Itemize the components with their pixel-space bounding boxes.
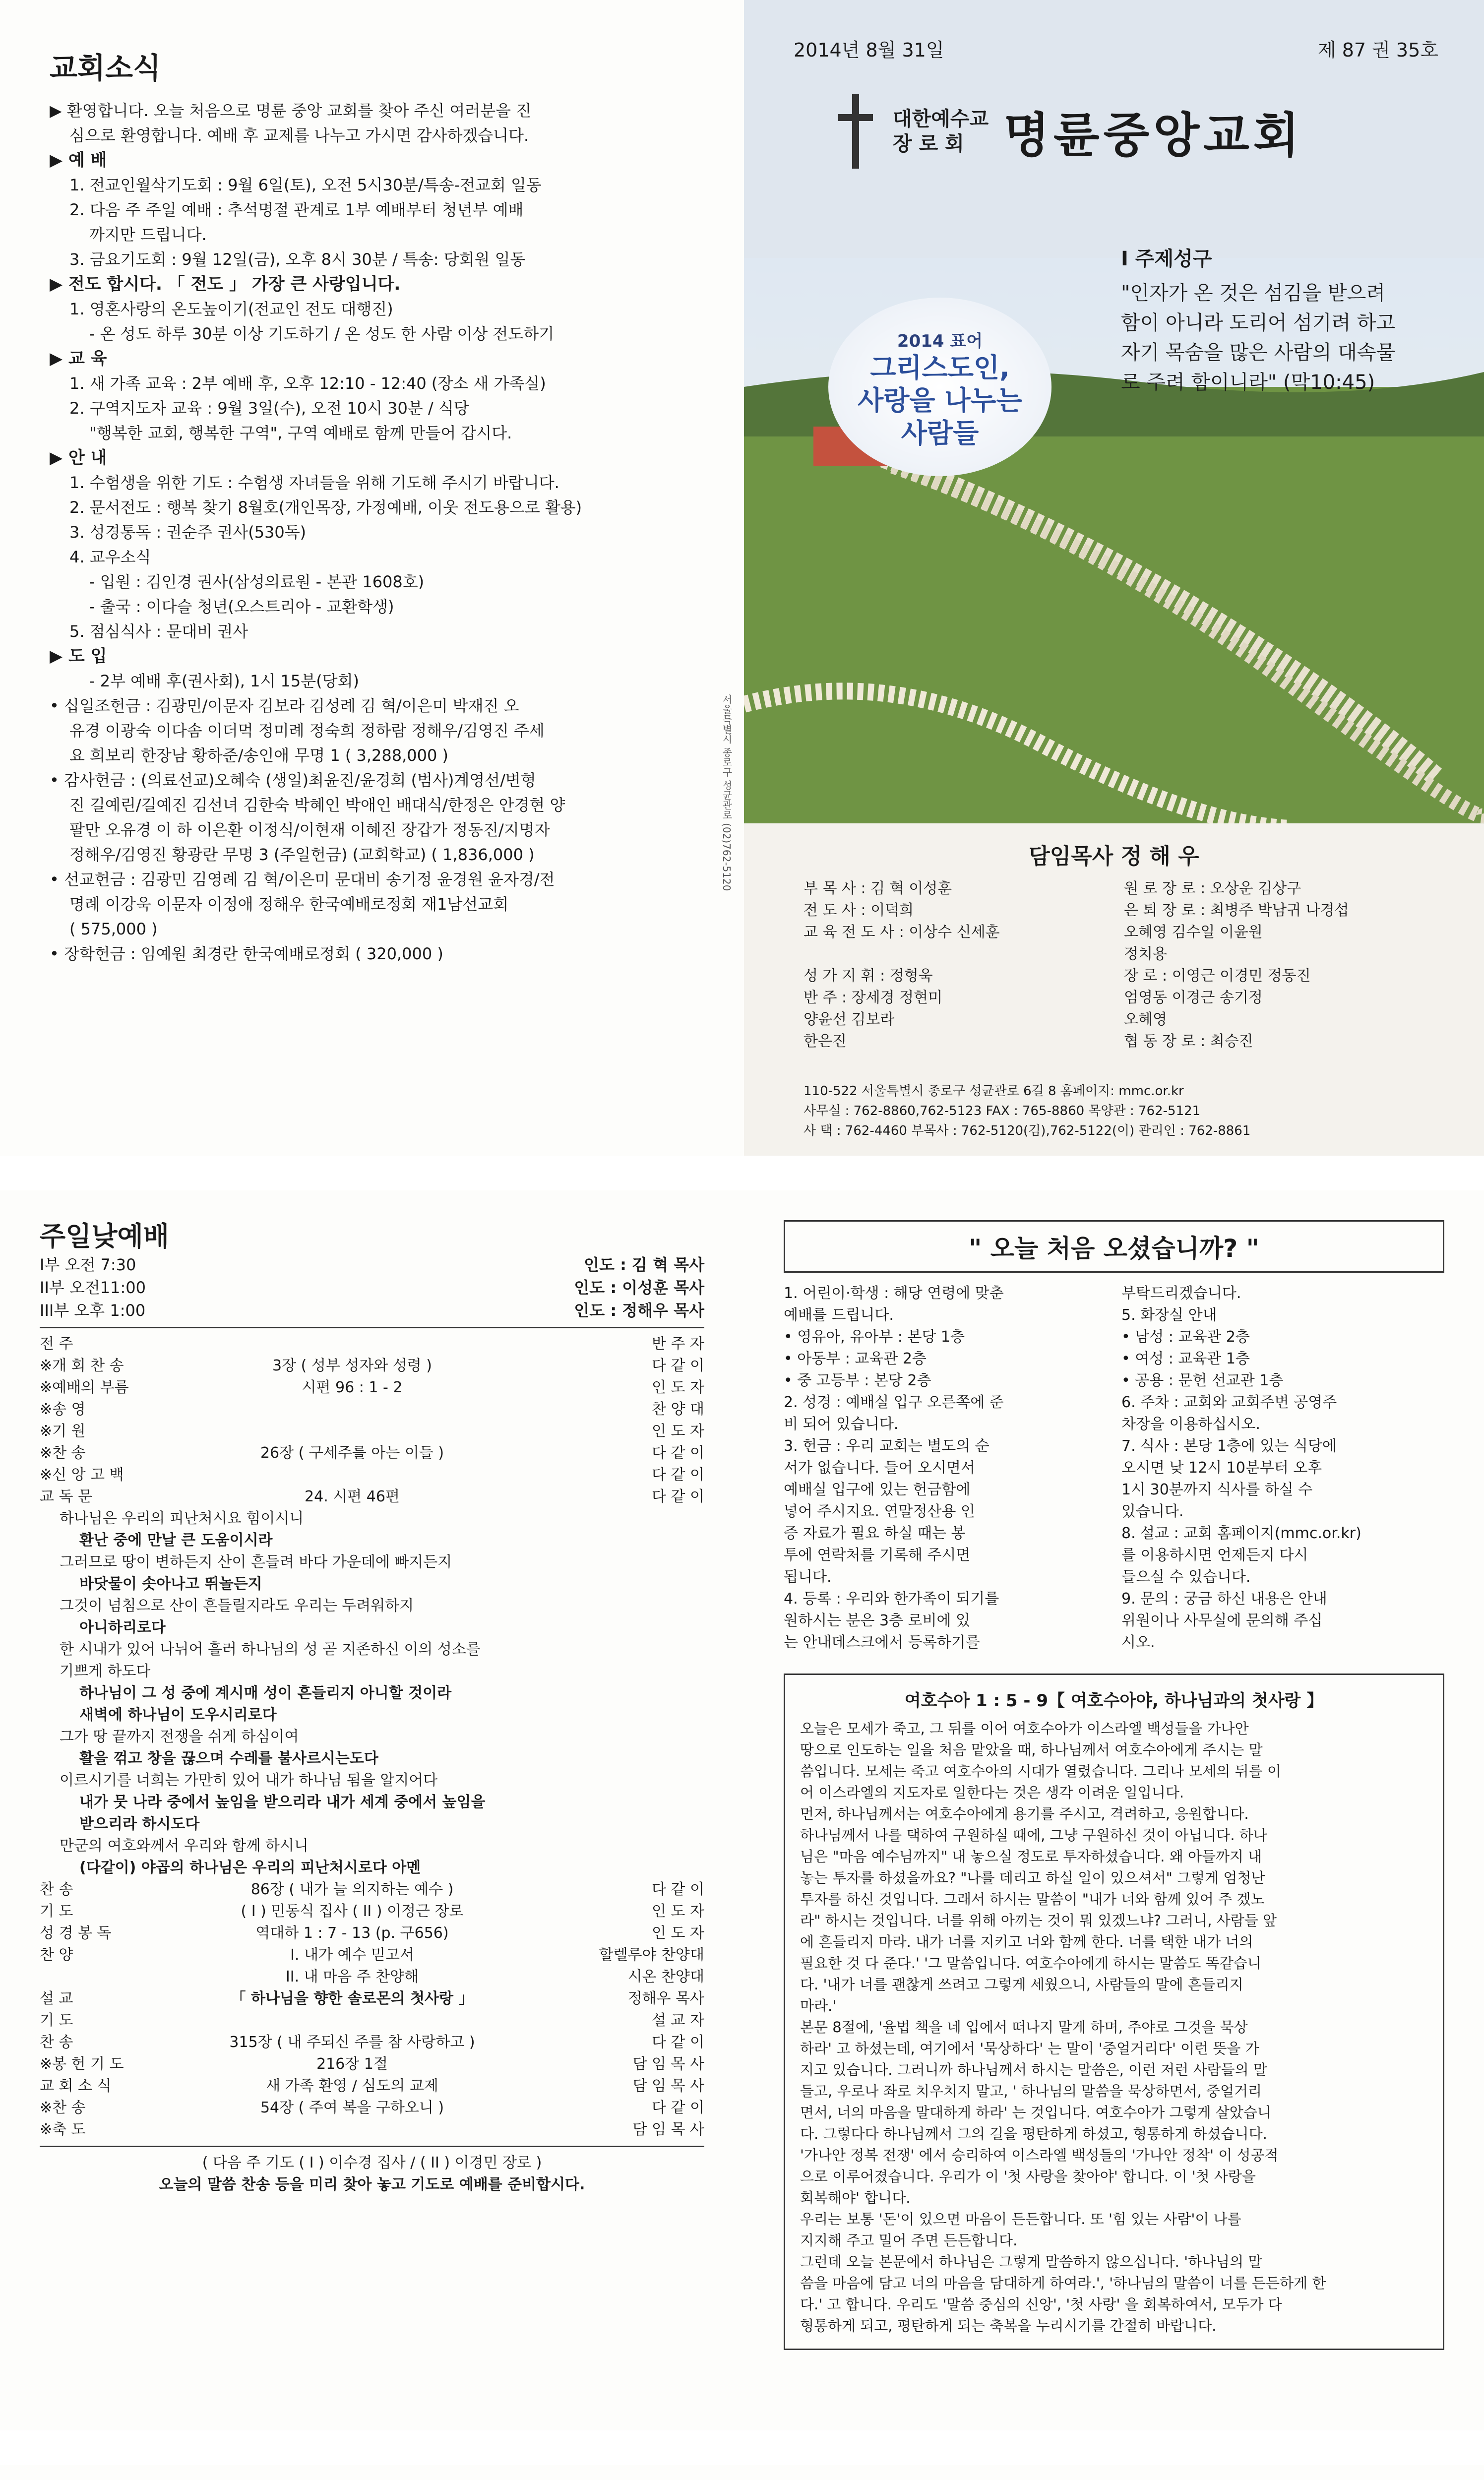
order-leader: 담 임 목 사 (632, 2121, 704, 2138)
reading-line: 하나님이 그 성 중에 계시매 성이 흔들리지 아니할 것이라 (79, 1684, 452, 1702)
meditation-line: 지지해 주고 밀어 주면 든든합니다. (800, 2232, 1018, 2249)
meditation-line: '가나안 정복 전쟁' 에서 승리하여 이스라엘 백성들의 '가나안 정착' 이 성공적 (800, 2147, 1279, 2164)
notice-line: 유경 이광숙 이다솜 이더먹 정미례 정숙희 정하람 정해우/김영진 주세 (69, 721, 545, 740)
reading-line: 하나님은 우리의 피난처시요 힘이시니 (60, 1510, 304, 1527)
meditation-line: 우리는 보통 '돈'이 있으면 마음이 든든합니다. 또 '힘 있는 사람'이 나를 (800, 2211, 1241, 2228)
guide-line: 차장을 이용하십시오. (1121, 1416, 1260, 1433)
guide-line: 3. 헌금 : 우리 교회는 별도의 순 (784, 1437, 989, 1455)
motto-text (828, 352, 1051, 450)
guide-line: 7. 식사 : 본당 1층에 있는 식당에 (1121, 1437, 1337, 1455)
notice-line: 정해우/김영진 황광란 무명 3 (주일헌금) (교회학교) ( 1,836,000 ) (69, 845, 535, 864)
staff-entry: 성 가 지 휘 : 정형욱 (804, 967, 933, 985)
staff-entry: 은 퇴 장 로 : 최병주 박남귀 나경섭 (1124, 902, 1349, 919)
guide-line: 원하시는 분은 3층 로비에 있 (784, 1612, 971, 1629)
next-prayer: ( 다음 주 기도 ( I ) 이수경 집사 / ( II ) 이경민 장로 ) (202, 2154, 542, 2171)
order-detail: 3장 ( 성부 성자와 성령 ) (272, 1357, 432, 1374)
meditation-line: 그런데 오늘 본문에서 하나님은 그렇게 말씀하지 않으십니다. '하나님의 말 (800, 2253, 1262, 2270)
guide-line: 비 되어 있습니다. (784, 1416, 899, 1433)
staff-list (804, 878, 1424, 1053)
guide-line: 시오. (1121, 1634, 1155, 1651)
theme-label: I 주제성구 (1121, 248, 1212, 270)
service-time-row (40, 1276, 704, 1299)
meditation-line: 하라' 고 하셨는데, 여기에서 '묵상하다' 는 말이 '중얼거리다' 이런 뜻을 가 (800, 2040, 1259, 2057)
theme-line: "인자가 온 것은 섬김을 받으려 (1121, 282, 1385, 305)
notice-line: 요 희보리 한장남 황하준/송인애 무명 1 ( 3,288,000 ) (69, 746, 449, 765)
meditation-line: 먼저, 하나님께서는 여호수아에게 용기를 주시고, 격려하고, 응원합니다. (800, 1805, 1249, 1822)
order-detail (129, 1399, 575, 1421)
guide-line: 2. 성경 : 예배실 입구 오른쪽에 준 (784, 1394, 1004, 1411)
staff-entry: 오혜영 (1124, 1011, 1167, 1028)
order-item: 찬 송 (40, 1881, 73, 1898)
motto-year: 2014 표어 (897, 331, 983, 351)
meditation-line: 에 흔들리지 마라. 내가 너를 지키고 너와 함께 한다. 너를 택한 내가 너의 (800, 1933, 1253, 1950)
guide-line: 위원이나 사무실에 문의해 주십 (1121, 1612, 1323, 1629)
meditation-line: 다.' 고 합니다. 우리도 '말씀 중심의 신앙', '첫 사랑' 을 회복하여서, 모두가 다 (800, 2296, 1282, 2313)
cover-dateline (794, 35, 1438, 62)
meditation-line: 형통하게 되고, 평탄하게 되는 축복을 누리시기를 간절히 바랍니다. (800, 2317, 1217, 2334)
order-row (40, 2075, 704, 2097)
service-leader: 인도 : 이성훈 목사 (574, 1278, 704, 1297)
staff-entry: 양윤선 김보라 (804, 1011, 895, 1028)
notice-line: ( 575,000 ) (69, 920, 158, 938)
order-detail: 315장 ( 내 주되신 주를 참 사랑하고 ) (229, 2034, 475, 2051)
notice-line: 팔만 오유경 이 하 이은환 이정식/이현재 이혜진 장갑가 정동진/지명자 (69, 820, 550, 839)
notice-line: ▶ 전도 합시다. 「 전도 」 가장 큰 사랑입니다. (50, 274, 401, 294)
order-leader: 설 교 자 (651, 2012, 704, 2029)
order-detail: 새 가족 환영 / 심도의 교제 (266, 2077, 438, 2095)
order-leader: 담 임 목 사 (632, 2077, 704, 2095)
denomination: 대한예수교 장 로 회 (893, 108, 989, 155)
notice-line: 진 길예린/길예진 김선녀 김한숙 박혜인 박애인 배대식/한정은 안경현 양 (69, 796, 565, 814)
order-leader: 다 같 이 (651, 2034, 704, 2051)
reading-line: 만군의 여호와께서 우리와 함께 하시니 (60, 1837, 309, 1855)
order-row (40, 2119, 704, 2141)
meditation-line: 면서, 너의 마음을 말대하게 하라' 는 것입니다. 여호수아가 그렇게 살았습니 (800, 2104, 1271, 2121)
order-detail (129, 2010, 575, 2032)
cover-page (744, 0, 1484, 1156)
meditation-line: 라" 하시는 것입니다. 너를 위해 아끼는 것이 뭐 있겠느냐? 그러니, 사람들 앞 (800, 1912, 1277, 1929)
notice-line: 3. 금요기도회 : 9월 12일(금), 오후 8시 30분 / 특송: 당회원 일동 (69, 250, 526, 269)
theme-verse (1121, 243, 1458, 397)
order-leader: 다 같 이 (651, 1444, 704, 1462)
notice-line: 심으로 환영합니다. 예배 후 교제를 나누고 가시면 감사하겠습니다. (69, 126, 529, 145)
guide-line: 넣어 주시지요. 연말정산용 인 (784, 1503, 975, 1520)
service-time-row (40, 1299, 704, 1322)
order-detail: II. 내 마음 주 찬양해 (285, 1968, 419, 1985)
order-item: 기 도 (40, 2012, 73, 2029)
church-address (744, 1081, 1484, 1141)
meditation-title: 여호수아 1 : 5 - 9【 여호수아야, 하나님과의 첫사랑 】 (904, 1691, 1324, 1711)
order-leader: 시온 찬양대 (627, 1968, 704, 1985)
reading-line: (다같이) 야곱의 하나님은 우리의 피난처시로다 아멘 (79, 1859, 421, 1876)
services-page (0, 2465, 744, 2480)
order-row (40, 2032, 704, 2053)
guide-line: 투에 연락처를 기록해 주시면 (784, 1547, 971, 1564)
meditation-text (800, 1718, 1428, 2337)
order-row (40, 1879, 704, 1901)
notice-line: 3. 성경통독 : 권순주 권사(530독) (69, 523, 307, 542)
guide-line: 4. 등록 : 우리와 한가족이 되기를 (784, 1590, 999, 1608)
order-item: ※찬 송 (40, 1444, 86, 1462)
meditation-line: 씀을 마음에 담고 너의 마음을 담대하게 하여라.', '하나님의 말씀이 너를 든든하게 한 (800, 2275, 1326, 2292)
reading-line: 받으리라 하시도다 (79, 1815, 200, 1833)
notice-line: 1. 수험생을 위한 기도 : 수험생 자녀들을 위해 기도해 주시기 바랍니다. (69, 473, 559, 492)
reading-line: 환난 중에 만날 큰 도움이시라 (79, 1532, 273, 1549)
prep-note: 오늘의 말씀 찬송 등을 미리 찾아 놓고 기도로 예배를 준비합시다. (159, 2176, 585, 2193)
order-leader: 담 임 목 사 (632, 2055, 704, 2073)
order-row (40, 1988, 704, 2010)
guide-line: 1. 어린이·학생 : 해당 연령에 맞춘 (784, 1285, 1004, 1302)
welcome-guide (784, 1283, 1444, 1654)
staff-entry: 부 목 사 : 김 혁 이성훈 (804, 880, 952, 897)
order-leader: 할렐루야 찬양대 (599, 1946, 704, 1964)
meditation-line: 으로 이루어졌습니다. 우리가 이 '첫 사랑을 찾아야' 합니다. 이 '첫 사랑을 (800, 2168, 1256, 2185)
reading-line: 그것이 넘침으로 산이 흔들릴지라도 우리는 두려워하지 (60, 1597, 414, 1614)
meditation-line: 놓는 투자를 하셨을까요? "나를 데리고 하실 일이 있으셔서" 그렇게 엄청난 (800, 1869, 1265, 1886)
meditation-line: 회복해야' 합니다. (800, 2189, 911, 2206)
responsive-reading (40, 1508, 704, 1879)
meditation-line: 본문 8절에, '율법 책을 네 입에서 떠나지 말게 하며, 주야로 그것을 묵상 (800, 2019, 1248, 2036)
order-leader: 인 도 자 (651, 1423, 704, 1440)
welcome-title: " 오늘 처음 오셨습니까? " (784, 1220, 1444, 1273)
order-leader: 찬 양 대 (651, 1401, 704, 1418)
order-item: 찬 송 (40, 2034, 73, 2051)
address-line: 사무실 : 762-8860,762-5123 FAX : 765-8860 목양관 : 762-5121 (804, 1104, 1201, 1118)
order-item: ※기 원 (40, 1423, 86, 1440)
order-item: 성 경 봉 독 (40, 1924, 112, 1942)
notice-line: • 장학헌금 : 임예원 최경란 한국예배로정회 ( 320,000 ) (50, 944, 443, 963)
order-row (40, 1486, 704, 1508)
guide-line: 서가 없습니다. 들어 오시면서 (784, 1459, 975, 1477)
address-line: 110-522 서울특별시 종로구 성균관로 6길 8 홈페이지: mmc.or.kr (804, 1084, 1184, 1099)
order-row (40, 1355, 704, 1377)
notice-line: 1. 새 가족 교육 : 2부 예배 후, 오후 12:10 - 12:40 (장소 새 가족실) (69, 374, 546, 393)
order-item: 교 독 문 (40, 1488, 93, 1505)
order-detail (129, 1421, 575, 1442)
staff-entry: 장 로 : 이영근 이경민 정동진 (1124, 967, 1311, 985)
order-leader: 다 같 이 (651, 2099, 704, 2116)
notice-list (50, 98, 704, 966)
church-header (833, 94, 1303, 169)
side-address: 서울특별시 종로구 성균관로 (02)762-5120 (721, 694, 733, 891)
meditation-line: 하나님께서 나를 택하여 구원하실 때에, 그냥 구원하신 것이 아닙니다. 하나 (800, 1827, 1267, 1844)
notice-line: 2. 다음 주 주일 예배 : 추석명절 관계로 1부 예배부터 청년부 예배 (69, 200, 524, 219)
cross-icon (833, 94, 878, 169)
motto-badge (828, 298, 1051, 476)
staff-entry: 한은진 (804, 1033, 847, 1050)
order-detail (129, 1333, 575, 1355)
reading-line: 새벽에 하나님이 도우시리로다 (79, 1706, 277, 1724)
meditation-line: 님은 "마음 예수님까지" 내 놓으실 정도로 투자하셨습니다. 왜 아들까지 내 (800, 1848, 1262, 1865)
service-slot: I부 오전 7:30 (40, 1255, 136, 1274)
meditation-line: 오늘은 모세가 죽고, 그 뒤를 이어 여호수아가 이스라엘 백성들을 가나안 (800, 1720, 1249, 1737)
sunday-title: 주일낮예배 (40, 1221, 169, 1252)
address-line: 사 택 : 762-4460 부목사 : 762-5120(김),762-5122(이) 관리인 : 762-8861 (804, 1123, 1251, 1138)
order-detail: 「 하나님을 향한 솔로몬의 첫사랑 」 (231, 1990, 474, 2007)
order-leader: 반 주 자 (651, 1335, 704, 1353)
notice-line: • 선교헌금 : 김광민 김영례 김 혁/이은미 문대비 송기정 윤경원 윤자경/전 (50, 870, 555, 889)
notice-title: 교회소식 (50, 51, 161, 85)
guide-line: 1시 30분까지 식사를 하실 수 (1121, 1481, 1313, 1498)
order-item: ※봉 헌 기 도 (40, 2055, 124, 2073)
order-leader: 다 같 이 (651, 1881, 704, 1898)
order-leader: 인 도 자 (651, 1924, 704, 1942)
reading-line: 내가 뭇 나라 중에서 높임을 받으리라 내가 세계 중에서 높임을 (79, 1794, 486, 1811)
reading-line: 이르시기를 너희는 가만히 있어 내가 하나님 됨을 알지어다 (60, 1772, 438, 1789)
order-row (40, 2010, 704, 2032)
guide-line: 있습니다. (1121, 1503, 1184, 1520)
notice-line: • 감사헌금 : (의료선교)오혜숙 (생일)최윤진/윤경희 (범사)계영선/변형 (50, 771, 536, 790)
order-item: ※송 영 (40, 1401, 86, 1418)
worship-order-2 (40, 1879, 704, 2141)
service-slot: III부 오후 1:00 (40, 1301, 146, 1320)
order-row (40, 1966, 704, 1988)
guide-line: 오시면 낮 12시 10분부터 오후 (1121, 1459, 1322, 1477)
guide-line: 증 자료가 필요 하실 때는 봉 (784, 1525, 966, 1542)
order-detail: 86장 ( 내가 늘 의지하는 예수 ) (250, 1881, 454, 1898)
reading-line: 아니하리로다 (79, 1619, 166, 1636)
motto-line: 그리스도인, (870, 352, 1010, 383)
order-row (40, 1399, 704, 1421)
reading-line: 활을 꺾고 창을 끊으며 수레를 불사르시는도다 (79, 1750, 378, 1767)
order-leader: 인 도 자 (651, 1379, 704, 1396)
meditation-line: 필요한 것 다 준다.' '그 말씀입니다. 여호수아에게 하시는 말씀도 똑같습니 (800, 1955, 1261, 1972)
order-item: 전 주 (40, 1335, 73, 1353)
guide-line: • 남성 : 교육관 2층 (1121, 1328, 1250, 1346)
order-item: 찬 양 (40, 1946, 73, 1964)
guide-line: 를 이용하시면 언제든지 다시 (1121, 1547, 1308, 1564)
guide-col-1 (784, 1283, 1107, 1654)
staff-entry: 반 주 : 장세경 정현미 (804, 989, 943, 1006)
sunday-worship-page (0, 1190, 744, 2430)
order-detail: 24. 시편 46편 (305, 1488, 400, 1505)
motto-line: 사랑을 나누는 (858, 385, 1022, 416)
order-row (40, 1901, 704, 1922)
notice-line: ▶ 예 배 (50, 150, 107, 170)
theme-line: 로 주려 함이니라" (막10:45) (1121, 371, 1375, 394)
guide-line: • 영유아, 유아부 : 본당 1층 (784, 1328, 965, 1346)
theme-text (1121, 278, 1458, 397)
order-leader: 다 같 이 (651, 1488, 704, 1505)
guide-line: • 아동부 : 교육관 2층 (784, 1350, 927, 1367)
service-leader: 인도 : 정해우 목사 (574, 1301, 704, 1320)
order-detail: 216장 1절 (316, 2055, 388, 2073)
issue-volume: 제 87 권 35호 (1317, 39, 1438, 61)
order-row (40, 1922, 704, 1944)
meditation-line: 들고, 우로나 좌로 치우치지 말고, ' 하나님의 말씀을 묵상하면서, 중얼거리 (800, 2083, 1262, 2100)
meditation-line: 투자를 하신 것입니다. 그래서 하시는 말씀이 "내가 너와 함께 있어 주 겠노 (800, 1891, 1265, 1908)
order-detail (129, 2119, 575, 2141)
meditation-line: 다. '내가 너를 괜찮게 쓰려고 그렇게 세웠으니, 사람들의 말에 흔들리지 (800, 1976, 1243, 1993)
guide-line: • 중 고등부 : 본당 2층 (784, 1372, 931, 1389)
meditation-line: 마라.' (800, 1997, 837, 2014)
order-row (40, 1377, 704, 1399)
guide-line: 9. 문의 : 궁금 하신 내용은 안내 (1121, 1590, 1327, 1608)
service-times (40, 1253, 704, 1322)
order-row (40, 1442, 704, 1464)
staff-entry: 오혜영 김수일 이윤원 (1124, 924, 1263, 941)
meditation-box (784, 1674, 1444, 2350)
staff-entry: 정치용 (1124, 945, 1167, 963)
order-item: 기 도 (40, 1903, 73, 1920)
order-detail: 54장 ( 주여 복을 구하오니 ) (260, 2099, 444, 2116)
guide-col-2 (1121, 1283, 1444, 1654)
staff-entry: 협 동 장 로 : 최승진 (1124, 1033, 1253, 1050)
meditation-line: 땅으로 인도하는 일을 처음 맡았을 때, 하나님께서 여호수아에게 주시는 말 (800, 1741, 1263, 1758)
guide-line: 6. 주차 : 교회와 교회주변 공영주 (1121, 1394, 1337, 1411)
order-item: ※찬 송 (40, 2099, 86, 2116)
order-detail: 역대하 1 : 7 - 13 (p. 구656) (255, 1924, 449, 1942)
notice-line: - 출국 : 이다슬 청년(오스트리아 - 교환학생) (89, 597, 394, 616)
notice-line: ▶ 안 내 (50, 448, 107, 468)
reading-line: 그가 땅 끝까지 전쟁을 쉬게 하심이여 (60, 1728, 299, 1745)
notice-line: 까지만 드립니다. (89, 225, 207, 244)
notice-line: 2. 문서전도 : 행복 찾기 8월호(개인목장, 가정예배, 이웃 전도용으로 활용) (69, 498, 582, 517)
guide-line: 예배를 드립니다. (784, 1306, 894, 1324)
order-row (40, 1464, 704, 1486)
notice-line: - 입원 : 김인경 권사(삼성의료원 - 본관 1608호) (89, 572, 425, 591)
notice-line: - 2부 예배 후(권사회), 1시 15분(당회) (89, 672, 359, 690)
guide-line: 5. 화장실 안내 (1121, 1306, 1217, 1324)
order-row (40, 1421, 704, 1442)
notice-line: - 온 성도 하루 30분 이상 기도하기 / 온 성도 한 사람 이상 전도하기 (89, 324, 555, 343)
notice-line: 2. 구역지도자 교육 : 9월 3일(수), 오전 10시 30분 / 식당 (69, 399, 469, 418)
guide-line: 됩니다. (784, 1568, 832, 1586)
guide-line: 8. 설교 : 교회 홈페이지(mmc.or.kr) (1121, 1525, 1361, 1542)
notice-page (0, 0, 744, 1156)
reading-line: 기쁘게 하도다 (60, 1663, 151, 1680)
guide-line: 부탁드리겠습니다. (1121, 1285, 1241, 1302)
notice-line: 1. 영혼사랑의 온도높이기(전교인 전도 대행진) (69, 300, 393, 318)
staff-entry: 엄영동 이경근 송기정 (1124, 989, 1263, 1006)
notice-line: 5. 점심식사 : 문대비 권사 (69, 622, 248, 641)
order-item: ※예배의 부름 (40, 1379, 129, 1396)
meditation-line: 씀입니다. 모세는 죽고 여호수아의 시대가 열렸습니다. 그리나 모세의 뒤를 이 (800, 1763, 1281, 1780)
order-leader: 다 같 이 (651, 1466, 704, 1484)
order-detail: 26장 ( 구세주를 아는 이들 ) (260, 1444, 444, 1462)
welcome-page (744, 1190, 1484, 2430)
theme-line: 자기 목숨을 많은 사람의 대속물 (1121, 341, 1396, 364)
order-leader: 정해우 목사 (627, 1990, 704, 2007)
guide-line: • 공용 : 문헌 선교관 1층 (1121, 1372, 1284, 1389)
notice-line: 1. 전교인월삭기도회 : 9월 6일(토), 오전 5시30분/특송-전교회 일동 (69, 176, 542, 194)
guide-line: 예배실 입구에 있는 헌금함에 (784, 1481, 971, 1498)
order-detail (129, 1464, 575, 1486)
schedule-page (744, 2465, 1484, 2480)
notice-line: ▶ 교 육 (50, 349, 107, 369)
order-detail: I. 내가 예수 믿고서 (290, 1946, 414, 1964)
notice-line: 4. 교우소식 (69, 548, 151, 566)
staff-entry: 전 도 사 : 이덕희 (804, 902, 914, 919)
motto-line: 사람들 (901, 418, 979, 449)
theme-line: 함이 아니라 도리어 섬기려 하고 (1121, 311, 1396, 334)
worship-order (40, 1333, 704, 1508)
service-leader: 인도 : 김 혁 목사 (584, 1255, 704, 1274)
order-item: ※축 도 (40, 2121, 86, 2138)
guide-line: • 여성 : 교육관 1층 (1121, 1350, 1250, 1367)
guide-line: 는 안내데스크에서 등록하기를 (784, 1634, 980, 1651)
order-item (40, 1966, 129, 1988)
reading-line: 바닷물이 솟아나고 뛰놀든지 (79, 1575, 262, 1593)
meditation-line: 지고 있습니다. 그러니까 하나님께서 하시는 말씀은, 이런 저런 사람들의 말 (800, 2061, 1267, 2078)
reading-line: 그러므로 땅이 변하든지 산이 흔들려 바다 가운데에 빠지든지 (60, 1553, 452, 1571)
meditation-line: 어 이스라엘의 지도자로 일한다는 것은 생각 이려운 일입니다. (800, 1784, 1184, 1801)
order-item: ※신 앙 고 백 (40, 1466, 124, 1484)
order-item: 설 교 (40, 1990, 73, 2007)
service-time-row (40, 1253, 704, 1276)
order-row (40, 1333, 704, 1355)
order-row (40, 2097, 704, 2119)
staff-entry (804, 943, 1104, 965)
notice-line: 명례 이강욱 이문자 이정애 정해우 한국예배로정회 재1남선교회 (69, 895, 509, 914)
order-detail: ( I ) 민동식 집사 ( II ) 이정근 장로 (241, 1903, 464, 1920)
order-detail: 시편 96 : 1 - 2 (302, 1379, 403, 1396)
order-leader: 인 도 자 (651, 1903, 704, 1920)
church-name: 명륜중앙교회 (1003, 107, 1303, 163)
order-item: 교 회 소 식 (40, 2077, 112, 2095)
notice-line: ▶ 환영합니다. 오늘 처음으로 명륜 중앙 교회를 찾아 주신 여러분을 진 (50, 101, 532, 120)
notice-line: • 십일조헌금 : 김광민/이문자 김보라 김성례 김 혁/이은미 박재진 오 (50, 696, 519, 715)
order-row (40, 1944, 704, 1966)
order-row (40, 2053, 704, 2075)
senior-pastor: 담임목사 정 해 우 (1029, 844, 1199, 869)
reading-line: 한 시내가 있어 나뉘어 흘러 하나님의 성 곧 지존하신 이의 성소를 (60, 1641, 481, 1658)
meditation-line: 다. 그렇다다 하나님께서 그의 길을 평탄하게 하셨고, 형통하게 하셨습니다. (800, 2125, 1267, 2142)
staff-entry: 교 육 전 도 사 : 이상수 신세훈 (804, 924, 1000, 941)
order-leader: 다 같 이 (651, 1357, 704, 1374)
service-slot: II부 오전11:00 (40, 1278, 146, 1297)
staff-entry: 원 로 장 로 : 오상운 김상구 (1124, 880, 1301, 897)
guide-line: 들으실 수 있습니다. (1121, 1568, 1251, 1586)
notice-line: ▶ 도 입 (50, 646, 107, 666)
notice-line: "행복한 교회, 행복한 구역", 구역 예배로 함께 만들어 갑시다. (89, 424, 512, 442)
order-item: ※개 회 찬 송 (40, 1357, 124, 1374)
issue-date: 2014년 8월 31일 (794, 39, 944, 61)
